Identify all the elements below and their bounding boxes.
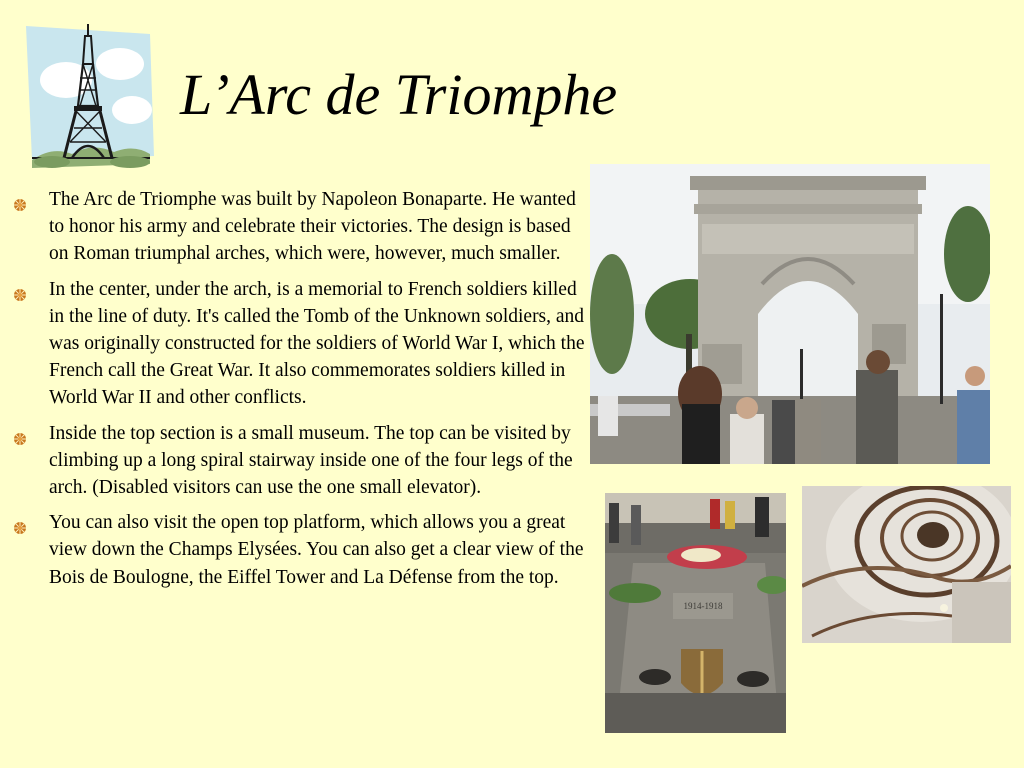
bullet-item	[10, 509, 585, 591]
bullet-text: The Arc de Triomphe was built by Napoleon Bonaparte. He wanted to honor his army and celebrate their victories. The design is based on Roman triumphal arches, which were, however, much smaller.	[49, 189, 576, 265]
sunburst-bullet-icon	[13, 516, 27, 530]
bullet-text: In the center, under the arch, is a memorial to French soldiers killed in the line of duty. It's called the Tomb of the Unknown soldiers, and was originally constructed for the soldiers of World War I, which the French call the Great War. It also commemorates soldiers killed in World War II and other conflicts.	[49, 278, 585, 409]
eiffel-tower-clipart	[22, 20, 157, 180]
spiral-staircase-photo	[802, 486, 1011, 643]
bullet-item	[10, 420, 585, 502]
arc-de-triomphe-photo	[590, 164, 990, 464]
bullet-text: You can also visit the open top platform, which allows you a great view down the Champs Elysées. You can also get a clear view of the Bois de Boulogne, the Eiffel Tower and La Défense from the top.	[49, 512, 584, 588]
bullet-list	[10, 186, 585, 599]
sunburst-bullet-icon	[13, 283, 27, 297]
bullet-item	[10, 276, 585, 412]
sunburst-bullet-icon	[13, 427, 27, 441]
tomb-plaque-years: 1914-1918	[683, 601, 723, 611]
bullet-item	[10, 186, 585, 268]
tomb-photo	[605, 493, 786, 733]
slide-title: L’Arc de Triomphe	[180, 62, 618, 127]
bullet-text: Inside the top section is a small museum. The top can be visited by climbing up a long spiral stairway inside one of the four legs of the arch. (Disabled visitors can use the one small elevator).	[49, 422, 573, 499]
sunburst-bullet-icon	[13, 193, 27, 207]
